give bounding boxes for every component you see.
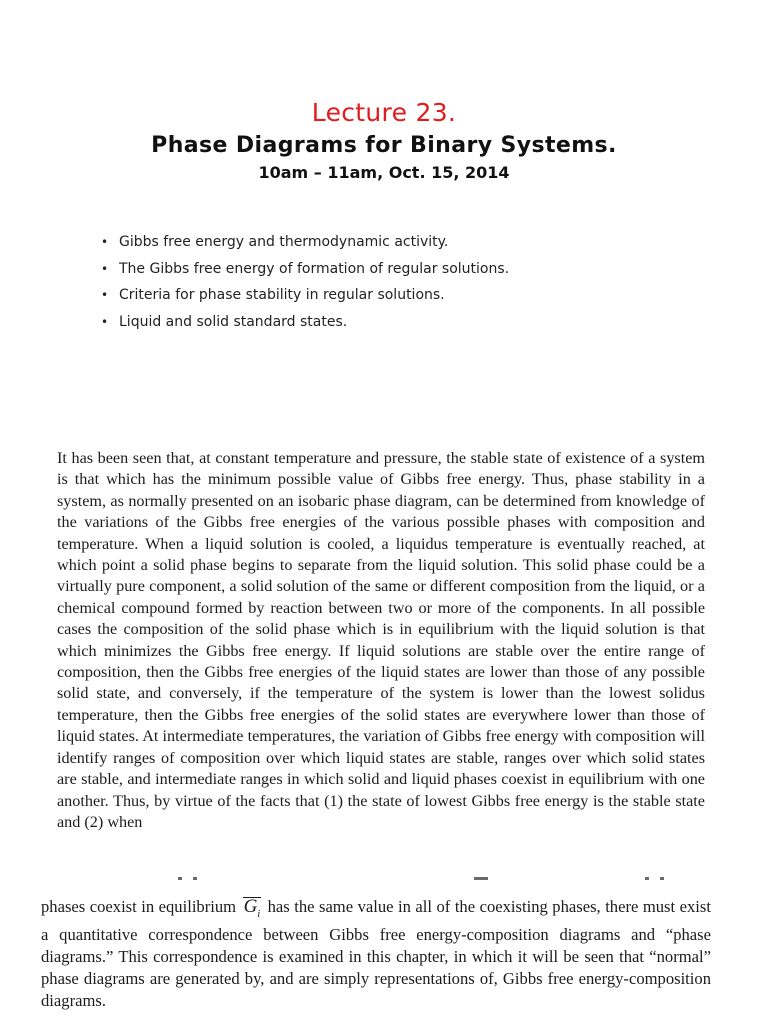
- topic-item: [101, 256, 509, 283]
- lecture-title: Phase Diagrams for Binary Systems.: [151, 133, 617, 158]
- topic-text: Liquid and solid standard states.: [119, 313, 348, 330]
- textbook-excerpt: [57, 448, 705, 833]
- topic-text: Criteria for phase stability in regular solutions.: [119, 287, 445, 303]
- bullet-icon: •: [101, 288, 109, 302]
- scan-artifact-divider: [0, 877, 768, 889]
- lecture-header: [0, 96, 768, 184]
- topic-text: The Gibbs free energy of formation of regular solutions.: [119, 260, 510, 277]
- partial-molar-gibbs-symbol: [243, 897, 262, 924]
- lecture-number: Lecture 23.: [311, 98, 457, 127]
- topic-item: [101, 282, 509, 309]
- topic-text: Gibbs free energy and thermodynamic activity.: [119, 234, 449, 250]
- bullet-icon: •: [101, 314, 109, 329]
- excerpt-paragraph-start: phases coexist in equilibrium: [41, 897, 237, 916]
- topic-item: [101, 309, 509, 336]
- excerpt-paragraph: It has been seen that, at constant temperature and pressure, the stable state of existence of a system is that which has the minimum possible value of Gibbs free energy. Thus, phase stability in a system, as normally presented on an isobaric phase diagram, can be determined from knowledge of the variations of the Gibbs free energies of the various possible phases with composition and temperature. When a liquid solution is cooled, a liquidus temperature is eventually reached, at which point a solid phase begins to separate from the liquid solution. This solid phase could be a virtually pure component, a solid solution of the same or different composition from the liquid, or a chemical compound formed by reaction between two or more of the components. In all possible cases the composition of the solid phase which is in equilibrium with the liquid solution is that which minimizes the Gibbs free energy. If liquid solutions are stable over the entire range of composition, then the Gibbs free energies of the liquid states are lower than those of any possible solid state, and conversely, if the temperature of the system is lower than the lowest solidus temperature, then the Gibbs free energies of the solid states are everywhere lower than those of liquid states. At intermediate temperatures, the variation of Gibbs free energy with composition will identify ranges of composition over which liquid states are stable, ranges over which solid states are stable, and intermediate ranges in which solid and liquid phases coexist in equilibrium with one another. Thus, by virtue of the facts that (1) the state of lowest Gibbs free energy is the stable state and (2) when: [57, 449, 705, 831]
- symbol-letter: G: [243, 896, 258, 917]
- excerpt-paragraph-rest: has the same value in all of the coexisting phases, there must exist a quantitative correspondence between Gibbs free energy-composition diagrams and “phase diagrams.” This correspondence is examined in this chapter, in which it will be seen that “normal” phase diagrams are generated by, and are simply representations of, Gibbs free energy-composition diagrams.: [41, 897, 711, 1011]
- symbol-subscript: i: [257, 908, 261, 920]
- bullet-icon: •: [101, 235, 109, 249]
- bullet-icon: •: [101, 261, 109, 276]
- topic-item: [101, 229, 509, 256]
- textbook-excerpt-continued: [41, 896, 711, 1013]
- lecture-date: 10am – 11am, Oct. 15, 2014: [258, 163, 510, 182]
- topic-list: [101, 229, 509, 335]
